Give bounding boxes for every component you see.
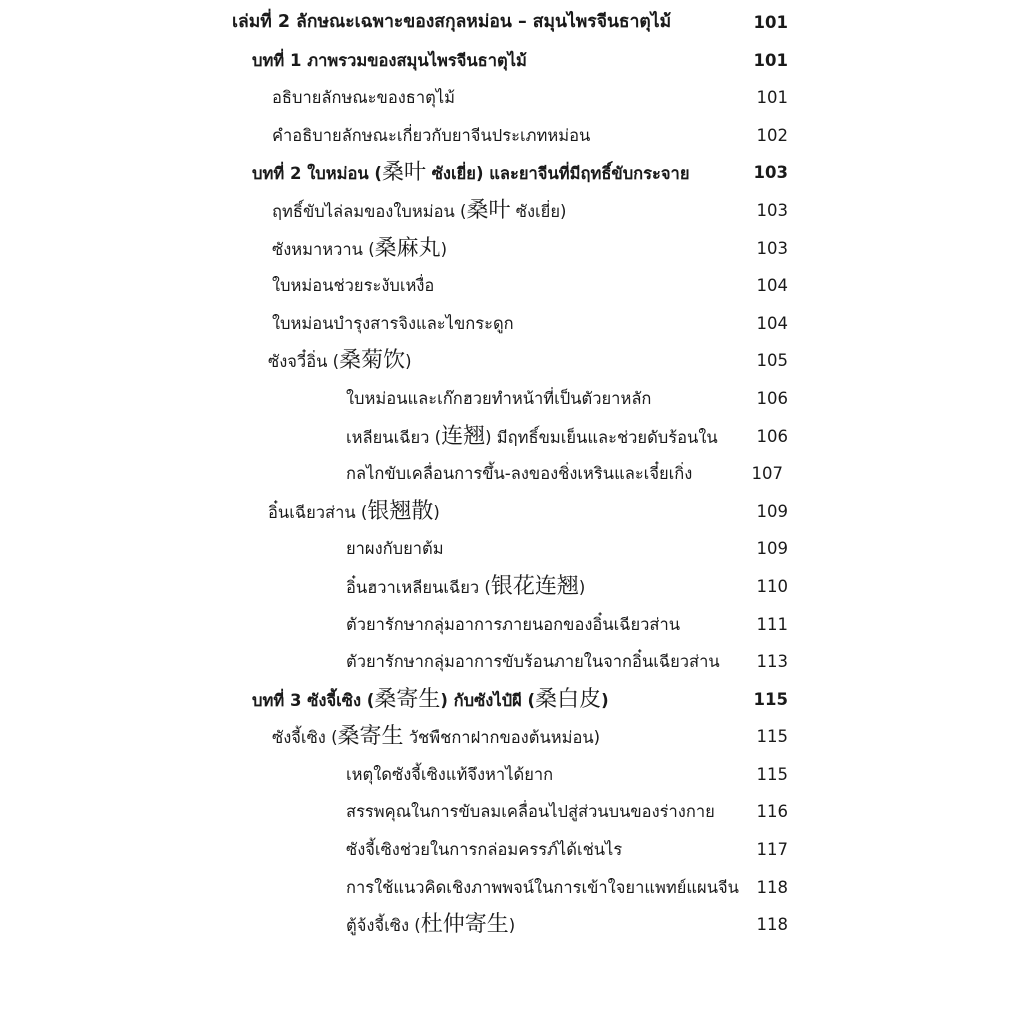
toc-entry-page: 103 (756, 238, 788, 258)
toc-entry-page: 101 (753, 13, 788, 32)
toc-entry-title: บทที่ 1 ภาพรวมของสมุนไพรจีนธาตุไม้ (252, 50, 527, 70)
toc-entry-page: 106 (756, 426, 788, 446)
toc-entry-title: อิ๋นฮวาเหลียนเฉียว (银花连翘) (346, 573, 586, 599)
toc-entry-title: ฤทธิ์ขับไล่ลมของใบหม่อน (桑叶 ซังเยี่ย) (272, 197, 567, 223)
toc-entry-title: ใบหม่อนบำรุงสารจิงและไขกระดูก (272, 313, 514, 333)
toc-entry[interactable] (0, 230, 1024, 268)
toc-entry[interactable] (0, 192, 1024, 230)
toc-entry-title: อธิบายลักษณะของธาตุไม้ (272, 88, 456, 108)
toc-entry-title: ซังจี้เซิง (桑寄生 วัชพืชกาฝากของต้นหม่อน) (272, 724, 601, 750)
toc-entry-page: 109 (756, 539, 788, 559)
toc-entry-title: กลไกขับเคลื่อนการขึ้น-ลงของชิ่งเหรินและเจี๋ยเกิ่ง (346, 464, 693, 484)
toc-entry-title: ตัวยารักษากลุ่มอาการขับร้อนภายในจากอิ๋นเฉียวส่าน (346, 652, 720, 672)
toc-entry[interactable] (0, 643, 1024, 681)
toc-entry-title: เหตุใดซังจี้เซิงแท้จึงหาได้ยาก (346, 764, 554, 784)
toc-entry[interactable] (0, 793, 1024, 831)
table-of-contents (0, 4, 1024, 944)
toc-entry-page: 110 (756, 576, 788, 596)
toc-entry-title: ตัวยารักษากลุ่มอาการภายนอกของอิ๋นเฉียวส่าน (346, 614, 681, 634)
toc-entry-page: 109 (756, 501, 788, 521)
toc-entry-title: การใช้แนวคิดเชิงภาพพจน์ในการเข้าใจยาแพทย์แผนจีน (346, 877, 739, 897)
toc-entry-page: 103 (756, 200, 788, 220)
toc-entry[interactable] (0, 79, 1024, 117)
toc-entry-title: บทที่ 3 ซังจี้เซิง (桑寄生) กับซังไป๋ผี (桑白皮) (252, 686, 609, 712)
toc-entry-title: เหลียนเฉียว (连翘) มีฤทธิ์ขมเย็นและช่วยดับร้อนใน (346, 423, 718, 449)
toc-entry-page: 101 (756, 88, 788, 108)
toc-entry-page: 115 (756, 764, 788, 784)
toc-entry-page: 102 (756, 125, 788, 145)
toc-entry-page: 105 (756, 351, 788, 371)
toc-entry-page: 111 (756, 614, 788, 634)
toc-entry-page: 104 (756, 276, 788, 296)
toc-entry[interactable] (0, 117, 1024, 155)
toc-entry[interactable] (0, 906, 1024, 944)
toc-entry-title: ตู้จ้งจี้เซิง (杜仲寄生) (346, 912, 516, 938)
toc-entry-page: 118 (756, 877, 788, 897)
toc-entry-page: 104 (756, 313, 788, 333)
toc-entry-chapter-3[interactable] (0, 681, 1024, 719)
toc-entry-page: 115 (753, 689, 788, 709)
toc-entry[interactable] (0, 380, 1024, 418)
toc-entry-chapter-1[interactable] (0, 42, 1024, 80)
toc-entry-title: ซังหมาหวาน (桑麻丸) (272, 235, 448, 261)
toc-entry-title: คำอธิบายลักษณะเกี่ยวกับยาจีนประเภทหม่อน (272, 125, 591, 145)
toc-entry-title: บทที่ 2 ใบหม่อน (桑叶 ซังเยี่ย) และยาจีนที่มีฤทธิ์ขับกระจาย (252, 160, 690, 186)
toc-entry-page: 117 (756, 840, 788, 860)
toc-entry-page: 107 (751, 464, 783, 484)
toc-entry-page: 106 (756, 388, 788, 408)
toc-entry[interactable] (0, 530, 1024, 568)
toc-entry[interactable] (0, 718, 1024, 756)
toc-entry-title: เล่มที่ 2 ลักษณะเฉพาะของสกุลหม่อน – สมุนไพรจีนธาตุไม้ (232, 12, 672, 32)
toc-entry-title: ใบหม่อนและเก๊กฮวยทำหน้าที่เป็นตัวยาหลัก (346, 388, 652, 408)
toc-entry[interactable] (0, 455, 1024, 493)
toc-entry-page: 115 (756, 727, 788, 747)
toc-entry-title: ซังจี้เซิงช่วยในการกล่อมครรภ์ได้เช่นไร (346, 840, 623, 860)
toc-entry[interactable] (0, 267, 1024, 305)
toc-entry-title: ยาผงกับยาต้ม (346, 539, 444, 559)
toc-entry[interactable] (0, 869, 1024, 907)
toc-entry-chapter-2[interactable] (0, 154, 1024, 192)
toc-entry-page: 103 (753, 163, 788, 183)
toc-entry-title: ใบหม่อนช่วยระงับเหงื่อ (272, 276, 435, 296)
toc-entry[interactable] (0, 756, 1024, 794)
toc-entry-page: 116 (756, 802, 788, 822)
toc-entry[interactable] (0, 418, 1024, 456)
toc-entry[interactable] (0, 831, 1024, 869)
toc-entry-page: 118 (756, 915, 788, 935)
toc-entry[interactable] (0, 568, 1024, 606)
toc-entry[interactable] (0, 342, 1024, 380)
toc-entry-page: 101 (753, 50, 788, 70)
toc-entry-page: 113 (756, 652, 788, 672)
toc-entry[interactable] (0, 305, 1024, 343)
toc-entry[interactable] (0, 493, 1024, 531)
toc-entry-volume-2[interactable] (0, 4, 1024, 42)
toc-entry-title: สรรพคุณในการขับลมเคลื่อนไปสู่ส่วนบนของร่างกาย (346, 802, 715, 822)
toc-entry-title: อิ๋นเฉียวส่าน (银翘散) (268, 498, 440, 524)
toc-entry-title: ซังจวี๋อิ่น (桑菊饮) (268, 348, 412, 374)
toc-entry[interactable] (0, 606, 1024, 644)
